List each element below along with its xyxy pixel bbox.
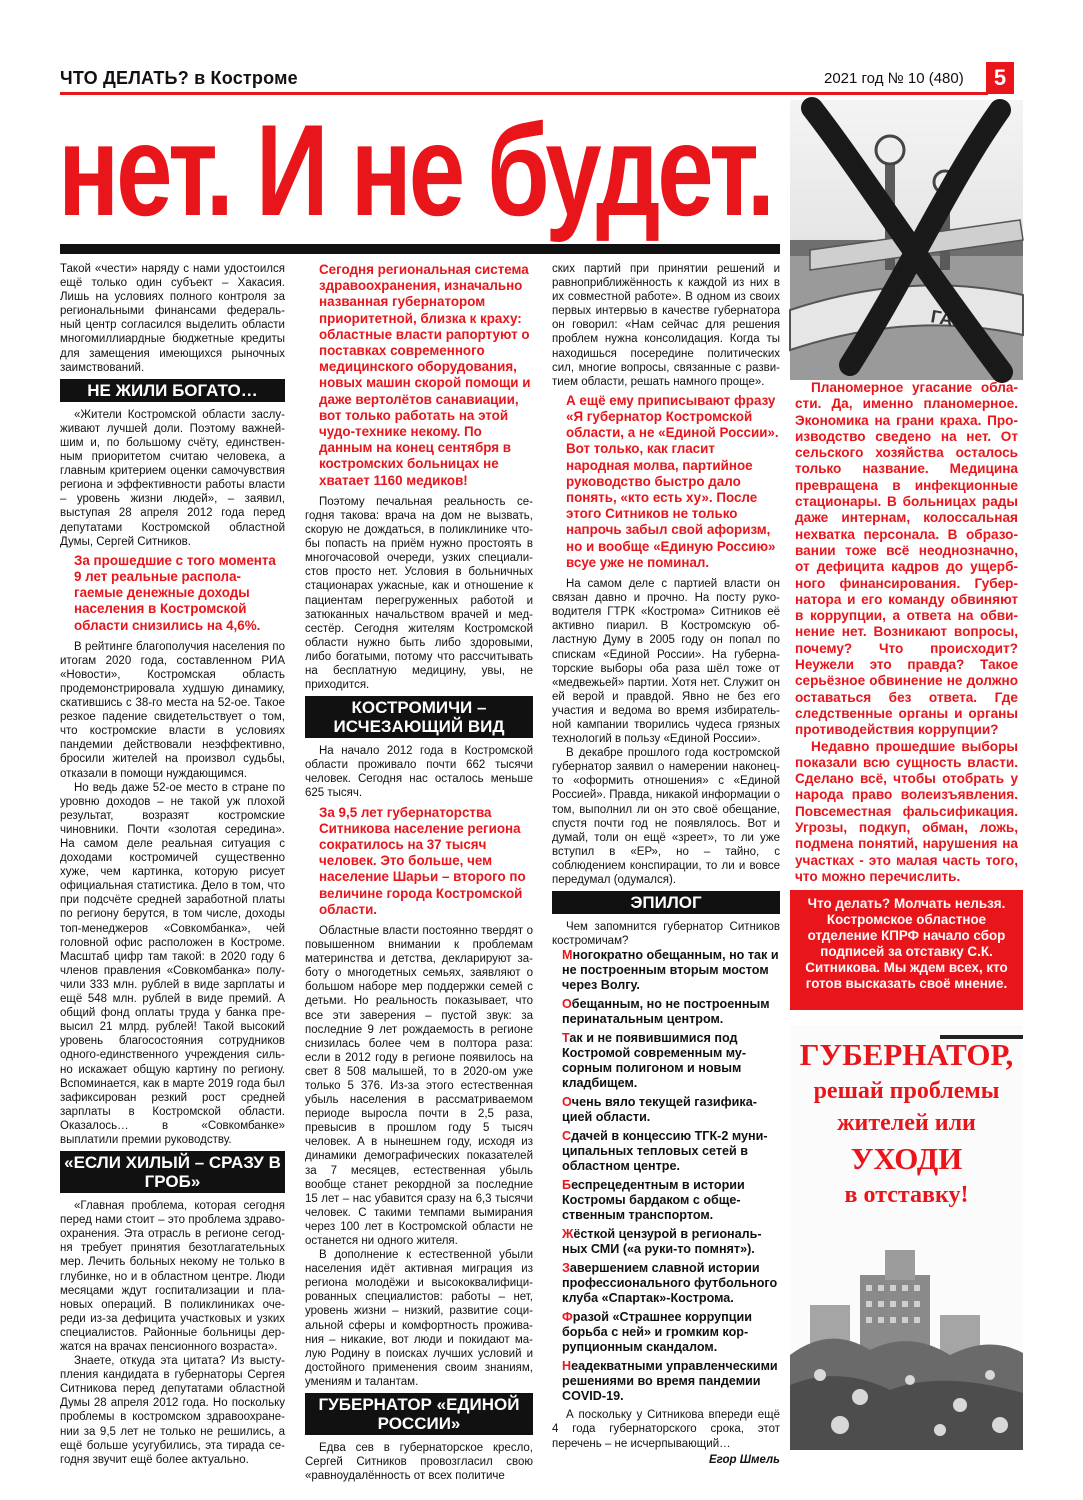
epilogue-item-initial: М: [562, 948, 573, 963]
poster-line: ГУБЕРНАТОР,: [799, 1037, 1014, 1072]
epilogue-item-text: дачей в концессию ТГК-2 муниципальных тепловых сетей в областном центре.: [562, 1129, 768, 1174]
photo-illustration: [790, 100, 1023, 380]
epilogue-item: [562, 948, 780, 993]
paragraph: В дополнение к естественной убыли населения идёт активная миграция из региона молодёжи и высококвалифицированных специалистов: работы – нет, уровень жизни – низкий, развитие социальной сферы и комфортность проживания – никакие, вот люди и покидают малую Родину в поисках лучших условий и достойного применения своим знаниям, умениям и талантам.: [305, 1249, 533, 1388]
epilogue-item: [562, 1129, 780, 1174]
epilogue-item-text: чень вяло текущей газификацией области.: [562, 1095, 757, 1125]
epilogue-item: [562, 1359, 780, 1404]
poster-slogan: [790, 1035, 1023, 1211]
epilogue-item-initial: Ф: [562, 1310, 573, 1325]
paragraph: Едва сев в губернаторское кресло, Сергей Ситников провозгласил свою «равноудалённость от всех политиче: [305, 1442, 533, 1483]
protest-poster: [790, 1025, 1023, 1450]
paragraph: На самом деле с партией власти он связан давно и прочно. На посту руководителя ГТРК «Кострома» Ситников её активно пиарил. В Костромскую областную Думу в 2005 году он попал по спискам «Единой России». На губернаторские выборы оба раза шёл тоже от «медвежьей» партии. Хотя нет. Служит он ей верой и правдой. Явно не без его участия и ведома во время избирательной кампании творились чудеса грязных технологий в пользу «Единой России».: [552, 578, 780, 746]
poster-line: УХОДИ: [850, 1141, 963, 1176]
epilogue-item-text: еадекватными управленческими решениями во время пандемии COVID-19.: [562, 1359, 778, 1404]
epilogue-item: [562, 1227, 780, 1257]
paragraph: «Главная проблема, которая сегодня перед нами стоит – это проблема здравоохранения. Эта отрасль в регионе сегодня требует принятия безотлагательных мер. Лечить больных некому не только в глубинке, но и в областном центре. Люди месяцами ждут госпитализации и плановых операций. В поликлиниках очереди из-за дефицита участковых и узких специалистов. Районные больницы держатся на врачах пенсионного возраста».: [60, 1200, 285, 1354]
epilogue-item: [562, 997, 780, 1027]
call-to-action-box: Что делать? Молчать нельзя. Костромское областное отделение КПРФ начало сбор подписей за отставку С.К. Ситникова. Мы ждем всех, кто готов высказать своё мнение.: [790, 890, 1023, 1010]
red-paragraph: Планомерное угасание области. Да, именно планомерное. Экономика на грани краха. Производство сведено на нет. От сельского хозяйства осталось только название. Медицина превращена в инфекционные стационары. В больницах рады даже интернам, колоссальная нехватка персонала. В образовании тоже всё неоднозначно, от дефицита кадров до ущербного финансирования. Губернатора и его команду обвиняют в коррупции, а ответа на обвинение нет. Возникают вопросы, почему? Что происходит? Неужели это правда? Такое серьёзное обвинение не должно оставаться без ответа. Где следственные органы и органы противодействия коррупции?: [795, 380, 1018, 738]
column-2: [305, 262, 533, 1483]
poster-line: в отставку!: [844, 1182, 969, 1208]
epilogue-item-initial: С: [562, 1129, 572, 1144]
paragraph: Поэтому печальная реальность сегодня такова: врача на дом не вызвать, скорую не дождаться, в поликлинике чтобы попасть на приём нужно простоять в многочасовой очереди, узких специалистов просто нет. Условия в больничных стационарах ужасные, как и отношение к пациентам перегруженных работой и затюканных начальством врачей и медсестёр. Сегодня жителям Костромской области нужно быть либо здоровыми, либо богатыми, потому что рассчитывать на бесплатную медицину, увы, не приходится.: [305, 495, 533, 692]
issue-number: 2021 год № 10 (480): [824, 70, 964, 87]
epilogue-list: [552, 948, 780, 1404]
red-callout: А ещё ему приписывают фразу «Я губернатор Костромской области, а не «Единой России». Вот только, как гласит народная молва, партийное руководство быстро дало понять, «кто есть ху». После этого Ситников не только напрочь забыл свой афоризм, но и вообще «Единую Россию» всуе уже не поминал.: [566, 392, 779, 570]
gas-pipe-crossed-photo: [790, 100, 1023, 380]
column-4: [795, 380, 1018, 885]
subheading-if-weak: «ЕСЛИ ХИЛЫЙ – СРАЗУ В ГРОБ»: [60, 1151, 285, 1193]
epilogue-item: [562, 1178, 780, 1223]
red-callout: За прошедшие с того момента 9 лет реальные располагаемые денежные доходы населения в Костромской области снизились на 4,6%.: [74, 552, 276, 633]
epilogue-item: [562, 1095, 780, 1125]
epilogue-item-initial: Н: [562, 1359, 572, 1374]
paragraph: В рейтинге благополучия населения по итогам 2020 года, составленном РИА «Новости», Костромская область продемонстрировала худшую динамику, скатившись с 38-го места на 52-ое. Такое резкое падение свидетельствует о том, что костромские власти в условиях пандемии действовали неэффективно, бросили жителей на произвол судьбы, отказали в помощи нуждающимся.: [60, 640, 285, 780]
epilogue-item-text: авершением славной истории профессионального футбольного клуба «Спартак»-Кострома.: [562, 1261, 778, 1306]
epilogue-item-text: ёсткой цензурой в региональных СМИ («а руки-то помнят»).: [562, 1227, 762, 1257]
paragraph: «Жители Костромской области заслуживают лучшей доли. Поэтому важнейшим и, по большому счёту, единственным приоритетом считаю человека, а главным критерием оценки самочувствия региона и эффективности работы власти – уровень жизни людей», – заявил, выступая 28 апреля 2012 года перед депутатами Костромской областной Думы, Сергей Ситников.: [60, 408, 285, 548]
headline: нет. И не будет.: [58, 97, 772, 243]
column-3: [552, 262, 780, 1467]
red-callout: Сегодня региональная система здравоохранения, изначально названная губернатором приоритетной, близка к краху: областные власти рапортуют о поставках современного медицинского оборудования, новых машин скорой помощи и даже вертолётов санавиации, вот только работать на этой чудо-технике некому. По данным на конец сентября в костромских больницах не хватает 1160 медиков!: [319, 262, 531, 488]
paragraph: Знаете, откуда эта цитата? Из выступления кандидата в губернаторы Сергея Ситникова перед депутатами областной Думы 28 апреля 2012 года. Но поскольку проблемы в костромском здравоохранении за 9,5 лет не только не решились, а ещё больше усугубились, эта тирада сегодня звучит ещё более актуально.: [60, 1355, 285, 1466]
epilogue-item-initial: О: [562, 1095, 572, 1110]
epilogue-item-text: ак и не появившимися под Костромой современным мусорным полигоном и новым кладбищем.: [562, 1031, 747, 1091]
page-number: 5: [986, 62, 1014, 94]
author-signature: Егор Шмель: [708, 1453, 780, 1466]
paragraph: А поскольку у Ситникова впереди ещё 4 года губернаторского срока, этот перечень – не исчерпывающий…: [552, 1409, 780, 1450]
poster-line: решай проблемы: [813, 1078, 1000, 1104]
epilogue-item-text: разой «Страшнее коррупции борьба с ней» и громким коррупционным скандалом.: [562, 1310, 752, 1355]
pipe-sign-text: ГАЗ: [929, 306, 966, 332]
paragraph: Областные власти постоянно твердят о повышенном внимании к проблемам материнства и детства, декларируют заботу о многодетных семьях, заявляют о большом наборе мер поддержки семей с детьми. Но реальность показывает, что все эти заверения – пустой звук: за последние 9 лет рождаемость в регионе снизилась более чем в полтора раза: если в 2012 году в регионе появилось на свет 8 508 малышей, то в 2020-ом уже только 5 376. Из-за этого естественная убыль населения в рассматриваемом периоде выросла почти в 2,5 раза, превысив в прошлом году 5 тысяч человек. А в нынешнем году, исходя из динамики демографических показателей за 7 месяцев, естественная убыль вообще станет рекордной за последние 15 лет – нас убавится сразу на 6,3 тысячи человек. С такими темпами вымирания через 100 лет в Костромской области не останется ни одного жителя.: [305, 924, 533, 1248]
red-paragraph: Недавно прошедшие выборы показали всю сущность власти. Сделано всё, чтобы отобрать у народа право волеизъявления. Повсеместная фальсификация. Угрозы, подкуп, обман, ложь, подмена понятий, нарушения на участках - это малая часть того, что можно перечислить.: [795, 738, 1018, 884]
epilogue-item: [562, 1031, 780, 1091]
paragraph: Чем запомнится губернатор Ситников костромичам?: [552, 921, 780, 948]
epilogue-item-initial: О: [562, 997, 572, 1012]
epilogue-item-initial: З: [562, 1261, 570, 1276]
red-callout: За 9,5 лет губернаторства Ситникова население региона сократилось на 37 тысяч человек. Это больше, чем население Шарьи – второго по величине города Костромской области.: [319, 804, 526, 917]
subheading-vanishing: КОСТРОМИЧИ – ИСЧЕЗАЮЩИЙ ВИД: [305, 696, 533, 738]
epilogue-item-text: еспрецедентным в истории Костромы бардаком с общественным транспортом.: [562, 1178, 745, 1223]
subheading-governor: ГУБЕРНАТОР «ЕДИНОЙ РОССИИ»: [305, 1393, 533, 1435]
epilogue-item: [562, 1310, 780, 1355]
headline-bar: [60, 244, 780, 254]
epilogue-item-text: бещанным, но не построенным перинатальным центром.: [562, 997, 770, 1027]
epilogue-item-initial: Б: [562, 1178, 572, 1193]
epilogue-item: [562, 1261, 780, 1306]
paragraph: В декабре прошлого года костромской губернатор заявил о намерении наконец-то «оформить отношения» с «Единой Россией». Правда, никакой информации о том, выполнил ли он это своё обещание, спустя почти год не появлялось. Вот и думай, толи он ещё «зреет», то ли уже вступил в «ЕР», но – тайно, с соблюдением конспирации, то ли и вовсе передумал (одумался).: [552, 747, 780, 887]
paragraph: Такой «чести» наряду с нами удостоился ещё только один субъект – Хакасия. Лишь на условиях полного контроля за региональными финансами федеральный центр согласился выделить области многомиллиардные бюджетные кредиты для замещения имеющихся рыночных заимствований.: [60, 263, 285, 374]
column-1: [60, 262, 285, 1467]
epilogue-item-text: ногократно обещанным, но так и не построенным вторым мостом через Волгу.: [562, 948, 779, 993]
paragraph: На начало 2012 года в Костромской области проживало почти 662 тысячи человек. Сегодня нас осталось меньше 625 тысяч.: [305, 745, 533, 800]
subheading-not-rich: НЕ ЖИЛИ БОГАТО…: [60, 379, 285, 402]
poster-line: жителей или: [837, 1110, 976, 1136]
paragraph: Но ведь даже 52-ое место в стране по уровню доходов – не такой уж плохой результат, возразят костромские чиновники. Почти «золотая середина». На самом деле реальная ситуация с доходами костромичей существенно хуже, чем картинка, которую рисует официальная статистика. Дело в том, что при подсчёте средней заработной платы по региону берутся, в том числе, доходы топ-менеджеров «Совкомбанка», чей головной офис расположен в Костроме. Масштаб цифр там такой: в 2020 году 6 членов правления «Совкомбанка» получили 333 млн. рублей в виде зарплаты и ещё 548 млн. рублей в виде премий. А общий фонд оплаты труда у банка превысил 21 млрд. рублей! Такой высокий уровень благосостояния сотрудников одного-единственного учреждения сильно искажает общую картину по региону. Вспоминается, как в марте 2019 года был зафиксирован резкий рост средней зарплаты в Костромской области. Оказалось… в «Совкомбанке» выплатили премии руководству.: [60, 781, 285, 1146]
subheading-epilogue: ЭПИЛОГ: [552, 891, 780, 914]
section-title: ЧТО ДЕЛАТЬ? в Костроме: [60, 68, 298, 88]
header-rule: [60, 92, 988, 95]
epilogue-item-initial: Ж: [562, 1227, 574, 1242]
epilogue-item-initial: Т: [562, 1031, 570, 1046]
paragraph: ских партий при принятии решений и равноприближённость к каждой из них в их совместной работе». В одном из своих первых интервью в качестве губернатора он говорил: «Нам сейчас для решения проблем нужна консолидация. Когда ты находишься посередине политических сил, многие вопросы, связанные с развитием области, решать намного проще».: [552, 263, 780, 388]
